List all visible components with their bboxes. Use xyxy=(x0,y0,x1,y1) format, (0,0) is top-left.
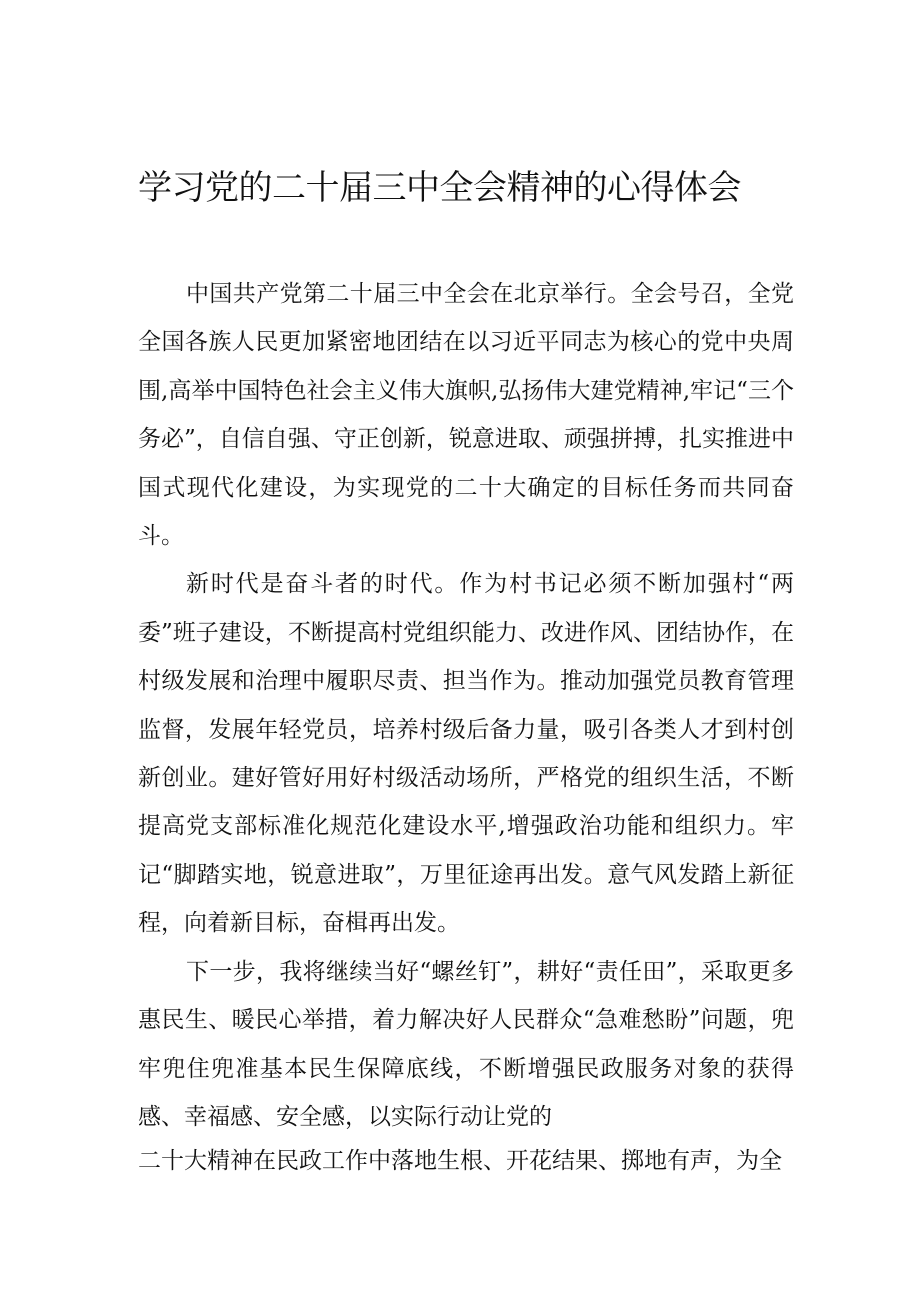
document-title: 学习党的二十届三中全会精神的心得体会 xyxy=(138,168,741,208)
paragraph-2: 新时代是奋斗者的时代。作为村书记必须不断加强村“两委”班子建设，不断提高村党组织能力、改进作风、团结协作，在村级发展和治理中履职尽责、担当作为。推动加强党员教育管理监督，发展年轻党员，培养村级后备力量，吸引各类人才到村创新创业。建好管好用好村级活动场所，严格党的组织生活，不断提高党支部标准化规范化建设水平,增强政治功能和组织力。牢记“脚踏实地，锐意进取”，万里征途再出发。意气风发踏上新征程，向着新目标，奋楫再出发。 xyxy=(138,571,794,937)
document-body xyxy=(138,270,794,1141)
paragraph-3: 下一步，我将继续当好“螺丝钉”，耕好“责任田”，采取更多惠民生、暖民心举措，着力解决好人民群众“急难愁盼”问题，兜牢兜住兜准基本民生保障底线，不断增强民政服务对象的获得感、幸福感、安全感，以实际行动让党的 xyxy=(138,958,794,1130)
paragraph-1: 中国共产党第二十届三中全会在北京举行。全会号召，全党全国各族人民更加紧密地团结在以习近平同志为核心的党中央周围,高举中国特色社会主义伟大旗帜,弘扬伟大建党精神,牢记“三个务必”，自信自强、守正创新，锐意进取、顽强拼搏，扎实推进中国式现代化建设，为实现党的二十大确定的目标任务而共同奋斗。 xyxy=(138,281,794,550)
paragraph-continuation-line: 二十大精神在民政工作中落地生根、开花结果、掷地有声，为全 xyxy=(138,1148,782,1174)
